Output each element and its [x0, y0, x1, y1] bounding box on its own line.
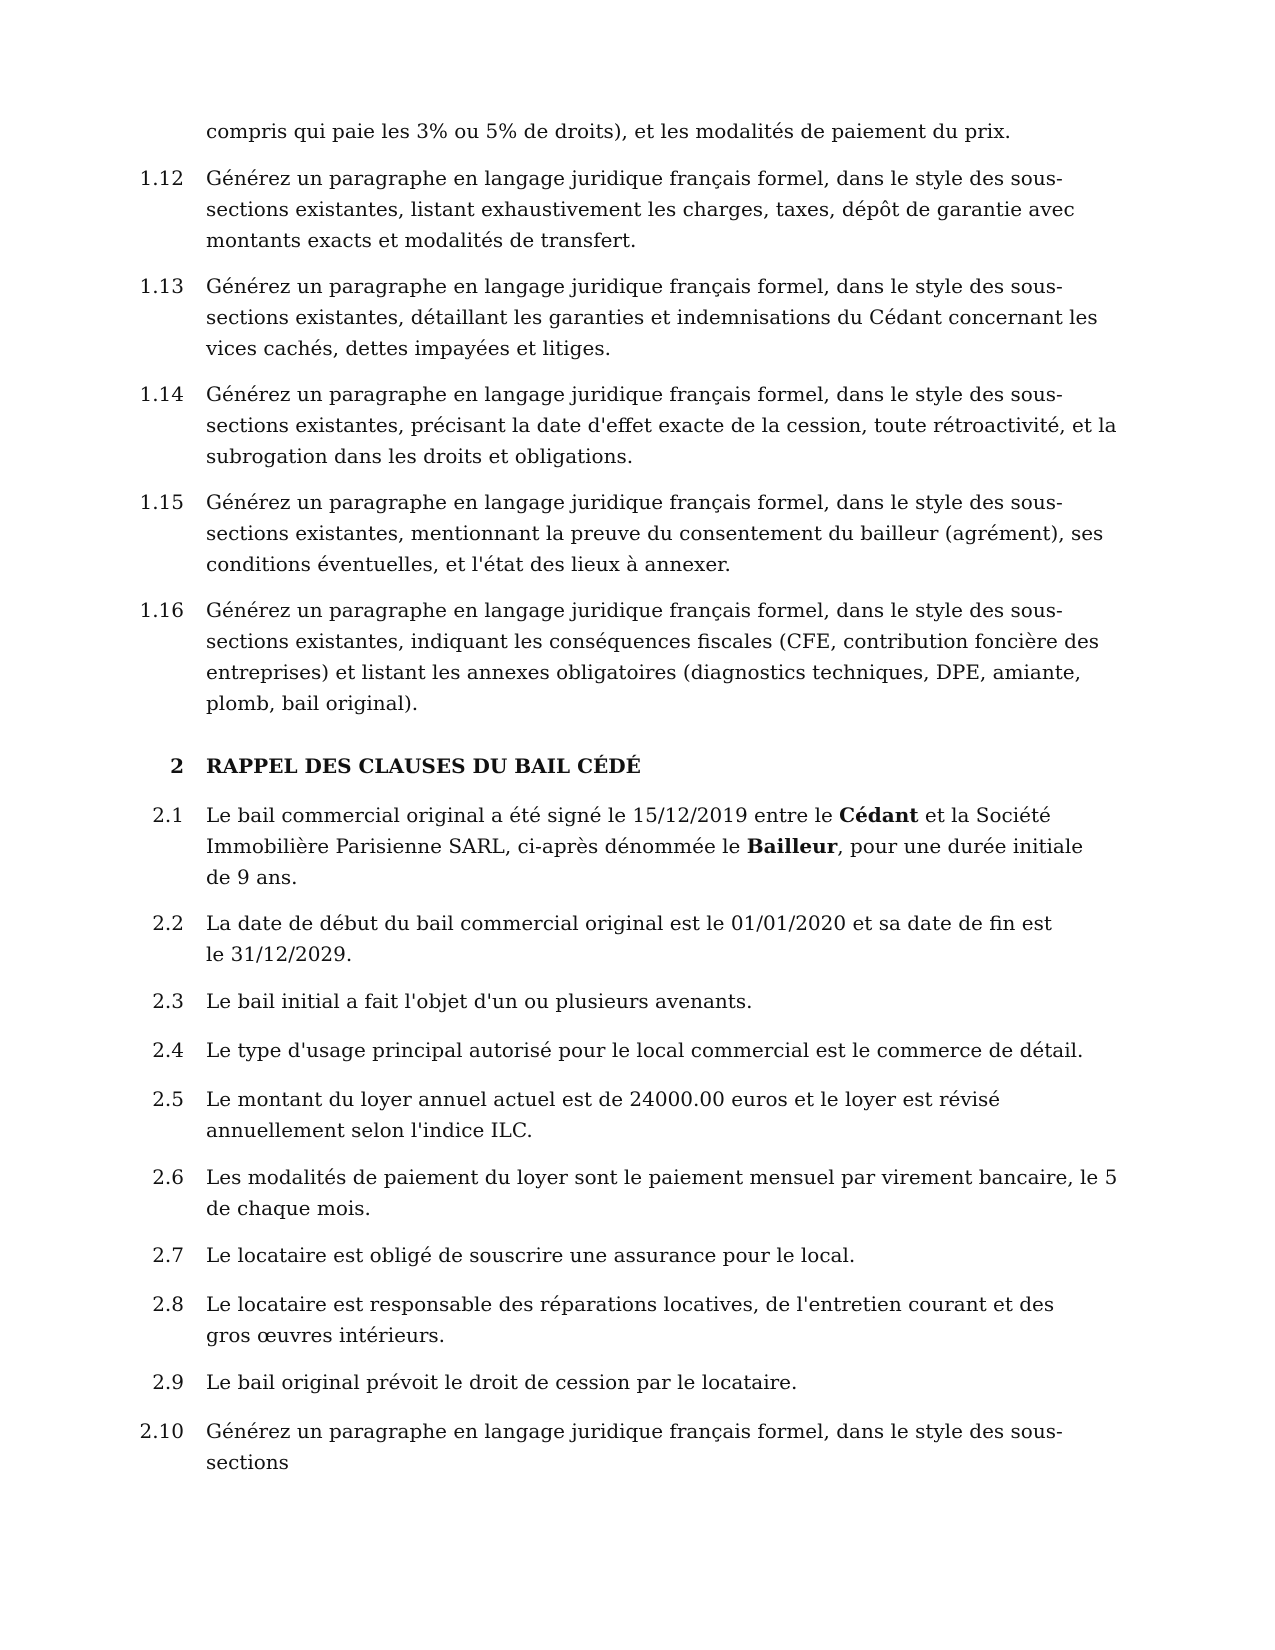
clause-text: Le locataire est obligé de souscrire une assurance pour le local. [206, 1243, 856, 1267]
clause-text: Le bail initial a fait l'objet d'un ou plusieurs avenants. [206, 989, 753, 1013]
clause-text: Générez un paragraphe en langage juridique français formel, dans le style des sous-sections existantes, précisant la date d'effet exacte de la cession, toute rétroactivité, et la subrogation dans les droits et obligations. [206, 382, 1117, 468]
clause-text: Générez un paragraphe en langage juridique français formel, dans le style des sous-sections existantes, indiquant les conséquences fiscales (CFE, contribution foncière des entreprises) et listant les annexes obligatoires (diagnostics techniques, DPE, amiante, plomb, bail original). [206, 598, 1100, 715]
clause-number: 2.8 [152, 1292, 184, 1316]
clause-number: 2.5 [152, 1087, 184, 1111]
clause-text-part: et la Société Immobilière Parisienne SARL, ci-après dénommée le [206, 803, 1051, 858]
clause-number: 2.6 [152, 1165, 184, 1189]
clause-text: Générez un paragraphe en langage juridique français formel, dans le style des sous-sections existantes, détaillant les garanties et indemnisations du Cédant concernant les vices cachés, dettes impayées et litiges. [206, 274, 1098, 360]
clause-text: Les modalités de paiement du loyer sont le paiement mensuel par virement bancaire, le 5 de chaque mois. [206, 1165, 1118, 1220]
continuation-text: compris qui paie les 3% ou 5% de droits), et les modalités de paiement du prix. [206, 119, 1011, 143]
section-title: RAPPEL DES CLAUSES DU BAIL CÉDÉ [206, 754, 641, 778]
clause-number: 2.4 [152, 1038, 184, 1062]
section-number: 2 [170, 754, 184, 778]
clause-number: 2.3 [152, 989, 184, 1013]
clause-text: La date de début du bail commercial original est le 01/01/2020 et sa date de fin est le 31/12/2029. [206, 911, 1052, 966]
clause-text: Le montant du loyer annuel actuel est de 24000.00 euros et le loyer est révisé annuellement selon l'indice ILC. [206, 1087, 1001, 1142]
clause-text: Générez un paragraphe en langage juridique français formel, dans le style des sous-sections existantes, mentionnant la preuve du consentement du bailleur (agrément), ses conditions éventuelles, et l'état des lieux à annexer. [206, 490, 1104, 576]
clause-number: 2.7 [152, 1243, 184, 1267]
clause-text: Le type d'usage principal autorisé pour le local commercial est le commerce de détail. [206, 1038, 1084, 1062]
clause-text-part: Le bail commercial original a été signé le 15/12/2019 entre le [206, 803, 840, 827]
clause-number: 2.10 [139, 1419, 184, 1443]
defined-term-cedant: Cédant [839, 803, 919, 827]
clause-number: 2.9 [152, 1370, 184, 1394]
clause-number: 2.1 [152, 803, 184, 827]
clause-text-part: , pour une durée initiale de 9 ans. [206, 834, 1084, 889]
defined-term-bailleur: Bailleur [746, 834, 838, 858]
clause-number: 1.15 [139, 490, 184, 514]
clause-text: Générez un paragraphe en langage juridique français formel, dans le style des sous-sections [206, 1419, 1063, 1474]
clause-number: 1.14 [139, 382, 184, 406]
clause-number: 1.12 [139, 166, 184, 190]
clause-text: Le locataire est responsable des réparations locatives, de l'entretien courant et des gros œuvres intérieurs. [206, 1292, 1055, 1347]
clause-number: 2.2 [152, 911, 184, 935]
clause-number: 1.16 [139, 598, 184, 622]
clause-text: Le bail original prévoit le droit de cession par le locataire. [206, 1370, 798, 1394]
clause-number: 1.13 [139, 274, 184, 298]
clause-text [206, 800, 1086, 893]
clause-text: Générez un paragraphe en langage juridique français formel, dans le style des sous-sections existantes, listant exhaustivement les charges, taxes, dépôt de garantie avec montants exacts et modalités de transfert. [206, 166, 1075, 252]
